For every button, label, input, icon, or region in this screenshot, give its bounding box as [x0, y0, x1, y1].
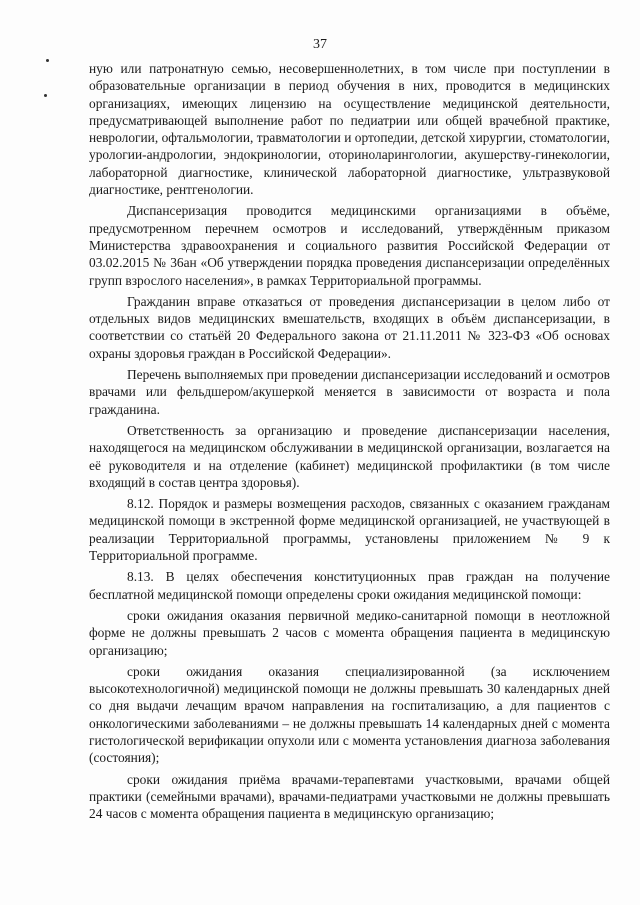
paragraph: 8.13. В целях обеспечения конституционных прав граждан на получение бесплатной медицинской помощи определены сроки ожидания медицинской помощи: — [89, 569, 610, 602]
paragraph: сроки ожидания приёма врачами-терапевтами участковыми, врачами общей практики (семейными врачами), врачами-педиатрами участковыми не должны превышать 24 часов с момента обращения пациента в медицинскую организацию; — [89, 771, 610, 822]
paragraph: 8.12. Порядок и размеры возмещения расходов, связанных с оказанием гражданам медицинской помощи в экстренной форме медицинской организацией, не участвующей в реализации Территориальной программы, установлены приложением № 9 к Территориальной программе. — [89, 496, 610, 564]
document-body — [89, 60, 610, 826]
paragraph: сроки ожидания оказания первичной медико-санитарной помощи в неотложной форме не должны превышать 2 часов с момента обращения пациента в медицинскую организацию; — [89, 607, 610, 658]
margin-mark — [46, 59, 49, 62]
paragraph: Гражданин вправе отказаться от проведения диспансеризации в целом либо от отдельных видов медицинских вмешательств, входящих в объём диспансеризации, в соответствии со статьёй 20 Федерального закона от 21.11.2011 № 323-ФЗ «Об основах охраны здоровья граждан в Российской Федерации». — [89, 293, 610, 361]
paragraph: сроки ожидания оказания специализированной (за исключением высокотехнологичной) медицинской помощи не должны превышать 30 календарных дней со дня выдачи лечащим врачом направления на госпитализацию, а для пациентов с онкологическими заболеваниями – не должны превышать 14 календарных дней с момента гистологической верификации опухоли или с момента установления диагноза заболевания (состояния); — [89, 663, 610, 766]
paragraph: Ответственность за организацию и проведение диспансеризации населения, находящегося на медицинском обслуживании в медицинской организации, возлагается на её руководителя и на отделение (кабинет) медицинской профилактики (в том числе входящий в состав центра здоровья). — [89, 422, 610, 490]
margin-mark — [44, 94, 47, 97]
page-number: 37 — [313, 37, 327, 52]
paragraph: Диспансеризация проводится медицинскими организациями в объёме, предусмотренном перечнем осмотров и исследований, утверждённым приказом Министерства здравоохранения и социального развития Российской Федерации от 03.02.2015 № 36ан «Об утверждении порядка проведения диспансеризации определённых групп взрослого населения», в рамках Территориальной программы. — [89, 203, 610, 288]
paragraph: Перечень выполняемых при проведении диспансеризации исследований и осмотров врачами или фельдшером/акушеркой меняется в зависимости от возраста и пола гражданина. — [89, 367, 610, 417]
paragraph: ную или патронатную семью, несовершеннолетних, в том числе при поступлении в образовательные организации в период обучения в них, проводится в медицинских организациях, имеющих лицензию на осуществление медицинской деятельности, предусматривающей выполнение работ по педиатрии или общей врачебной практике, неврологии, офтальмологии, травматологии и ортопедии, детской хирургии, стоматологии, урологии-андрологии, эндокринологии, оториноларингологии, акушерству-гинекологии, лабораторной диагностике, клинической лабораторной диагностике, ультразвуковой диагностике, рентгенологии. — [89, 61, 610, 198]
